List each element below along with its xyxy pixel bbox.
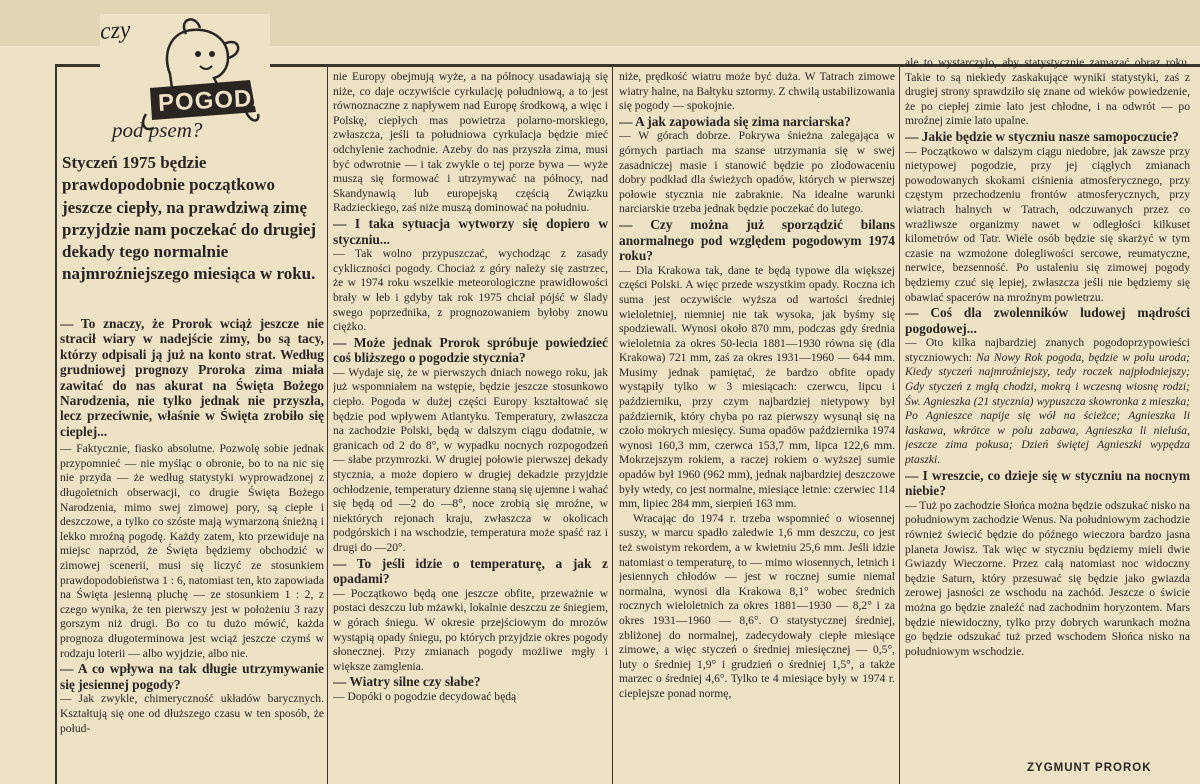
pogoda-logo [100,14,270,144]
question-1: — Jakie będzie w styczniu nasze samopoczucie? [905,128,1179,144]
answer-3: — Tuż po zachodzie Słońca można będzie odszukać nisko na południowym zachodzie Wenus. Na południowym zachodzie również świecić będzie do późnego wieczora bardzo jasna planeta Jowisz. Tak więc w styczniu będziemy mieli dwie Gwiazdy Wieczorne. Przez całą natomiast noc widoczny będzie Saturn, który przesuwać się będzie jako gwiazda zerowej jasności ze wschodu na zachód. Jeszcze o świcie można go będzie znaleźć nad zachodnim horyzontem. Mars będzie niewidoczny, tylko przy dobrych warunkach można go będzie odszukać tuż przed wschodem Słońca nisko na południowym wschodzie. [905,498,1190,658]
answer-4: — Dopóki o pogodzie decydować będą [333,689,517,703]
question-4: — Wiatry silne czy słabe? [333,674,481,690]
logo-top-text: czy [99,16,132,46]
answer-1: — W górach dobrze. Pokrywa śnieżna zalegająca w górnych partiach ma szanse utrzymania się w swej zasadniczej masie i stanowić będzie po zlodowaceniu dobry podkład dla świeżych opadów, których w pierwszej połowie stycznia nie zabraknie. Na idealne warunki narciarskie trzeba jednak będzie poczekać do lutego. [619,129,895,216]
left-frame-rule [55,64,57,784]
question-2: — Może jednak Prorok spróbuje powiedzieć coś bliższego o pogodzie stycznia? [333,334,608,366]
answer-3: Wracając do 1974 r. trzeba wspomnieć o wiosennej suszy, w marcu spadło zaledwie 1,6 mm deszczu, co jest też swoistym rekordem, a w kwietniu 25,6 mm. Jeśli idzie natomiast o temperaturę, to — mimo wiosennych, letnich i jesiennych chłodów — jest w rocznej sumie niemal normalna, wynosi dla Krakowa 8,1° wobec średnich rocznych wieloletnich za okres 1881—1930 — 8,2° i za okres 1931—1960 — 8,6°. O statystycznej średniej, zbliżonej do normalnej, zadecydowały ciepłe miesiące zimowe, a więc styczeń o średniej miesięcznej — 0,5°, luty o średniej 1,9° i grudzień o średniej 1,5°, a także marzec o średniej 4,6°. Tylko te 4 miesiące były w 1974 r. cieplejsze ponad normę, [619,511,895,700]
question-1: — I taka sytuacja wytworzy się dopiero w styczniu... [333,215,608,247]
answer-2 [905,336,1190,467]
question-2: — Czy można już sporządzić bilans anormalnego pod względem pogodowym 1974 roku? [619,216,895,264]
answer-0: ale to wystarczyło, aby statystycznie zamazać obraz roku. Takie to są niekiedy zaskakujące wyniki statystyki, zaś z drugiej strony sprawdziło się znane od wieków powiedzenie, że po ciepłej zimie lato jest chłodne, i na odwrót — po mroźnej zimie lato upalne. [905,56,1190,128]
answer-2: — Wydaje się, że w pierwszych dniach nowego roku, jak już wspomniałem na wstępie, będzie jeszcze stosunkowo ciepło. Pogoda w dużej części Europy kształtować się będzie pod wpływem Atlantyku. Temperatury, zwłaszcza na zachodzie Polski, będą w dalszym ciągu dodatnie, w granicach od 2 do 8°, w wypadku nocnych rozpogodzeń — słabe przymrozki. W drugiej połowie pierwszej dekady stycznia, a może dopiero w drugiej dekadzie przyjdzie ochłodzenie, temperatury dzienne staną się ujemne i wahać się będą od —2 do —8°, noce zrobią się mroźne, w niektórych rejonach kraju, zwłaszcza w okolicach podgórskich i na wschodzie, temperatura może spaść raz i drugi do —20°. [333,365,608,554]
question-1: — To znaczy, że Prorok wciąż jeszcze nie stracił wiary w nadejście zimy, bo są tacy, którzy odpisali ją już na konto strat. Według grudniowej prognozy Proroka zima miała zawitać do nas akurat na Święta Bożego Narodzenia, nie tylko jednak nie przyszła, lecz przeciwnie, właśnie w Święta zrobiło się cieplej... [60,316,324,439]
author-signature: ZYGMUNT PROROK [1027,762,1152,774]
answer-0: nie Europy obejmują wyże, a na północy usadawiają się niże, co daje oczywiście cyrkulację południową, a to jest równoznaczne z napływem nad Europę środkową, a więc i Polskę, ciepłych mas powietrza polarno-morskiego, zwłaszcza, jeśli ta południowa cyrkulacja będzie mieć odchylenie zachodnie. Azeby do nas przyszła zima, musi być odwrotnie — i tak zwykle o tej porze bywa — wyże muszą się formować i utrzymywać na północy, nad Skandynawią lub europejską częścią Związku Radzieckiego, zaś niże muszą dominować na południu. [333,70,608,215]
question-2: — Coś dla zwolenników ludowej mądrości pogodowej... [905,305,1190,336]
answer-1: — Tak wolno przypuszczać, wychodząc z zasady cykliczności pogody. Chociaż z góry należy się zastrzec, że w 1974 roku wszelkie meteorologiczne prawidłowości brały w łeb i gdyby tak rok 1975 chciał pójść w ślady swego poprzednika, z prognozowaniem byłoby znowu ciężko. [333,247,608,334]
answer-3: — Początkowo będą one jeszcze obfite, przeważnie w postaci deszczu lub mżawki, lokalnie deszczu ze śniegiem, w górach śniegu. W okresie przejściowym do mrozów wystąpią opady śniegu, po których przyjdzie okres pogody słonecznej. Przy zmianach pogody możliwe mgły i większe zamglenia. [333,586,608,673]
answer-2: — Dla Krakowa tak, dane te będą typowe dla większej części Polski. A więc przede wszystkim opady. Roczna ich suma jest oczywiście wyższa od wartości średniej wieloletniej, niemniej nie tak wysoka, jak byśmy się spodziewali. Wynosi około 870 mm, podczas gdy średnia wieloletnia za okres 50-lecia 1881—1930 równa się (dla Krakowa) 721 mm, zaś za okres 1931—1960 — 644 mm. Musimy jednak pamiętać, że bardzo obfite opady wystąpiły tylko w 3 miesiącach: czerwcu, lipcu i październiku, przy czym najbardziej nietypowy był październik, który chyba po raz pierwszy wysunął się na czoło mokrych miesięcy. Suma opadów października 1974 wynosi 160,3 mm, czerwca 153,7 mm, lipca 122,6 mm. Mokrzejszym rokiem, a raczej rokiem o wyższej sumie opadów był 1960 (962 mm), jednak najbardziej deszczowe były wtedy, co jest normalne, miesiące letnie: czerwiec 114 mm, lipiec 284 mm, sierpień 163 mm. [619,263,895,511]
answer-0: niże, prędkość wiatru może być duża. W Tatrach zimowe wiatry halne, na Bałtyku sztormy. Z chwilą ustabilizowania się pogody — spokojnie. [619,70,895,113]
column-divider-2 [612,66,613,784]
column-4 [905,56,1190,756]
article-lead: Styczeń 1975 będzie prawdopodobnie początkowo jeszcze ciepły, na prawdziwą zimę przyjdzie nam poczekać do drugiej dekady tego normalnie najmroźniejszego miesiąca w roku. [62,153,317,284]
folk-sayings: Na Nowy Rok pogoda, będzie w polu uroda; Kiedy styczeń najmroźniejszy, tedy roczek najpłodniejszy; Gdy styczeń z mgłą chodzi, mokrą i wczesną wiosnę rodzi; Św. Agnieszka (21 stycznia) wypuszcza skowronka z mieszka; Po Agnieszce napije się wół na ścieżce; Agnieszka li łaskawa, wkrótce w polu zabawa, Agnieszka li nieluśa, jeszcze zima pokusa; Dzień świętej Agnieszki wypędza ptaszki. [905,350,1190,467]
logo-main-text: POGODA [157,84,272,117]
column-divider-3 [899,66,900,784]
column-divider-1 [327,66,328,784]
column-1 [60,316,324,784]
answer-1: — Faktycznie, fiasko absolutne. Pozwolę sobie jednak przypomnieć — nie myśląc o obronie, bo to na nic się nie przyda — że według statystyki wyprowadzonej z długoletnich obserwacji, co drugie Święta Bożego Narodzenia, mimo swej zimowej pory, są ciepłe i deszczowe, a tylko co szóste mają wymarzoną śnieżną i lekko mroźną pogodę. Każdy zatem, kto przewiduje na miejsc naprzód, że Święta będziemy obchodzić w zimowej scenerii, musi się liczyć ze stosunkiem prawdopodobieństwa 1 : 6, natomiast ten, kto zapowiada na Święta jesienną pluchę — ze stosunkiem 1 : 2, z czego wynika, że ten pierwszy jest w położeniu 3 razy gorszym niż drugi. Bo co tu dużo mówić, każda prognoza długoterminowa jest wciąż jeszcze czymś w rodzaju loterii — albo wyjdzie, albo nie. [60,442,324,660]
logo-bottom-text: pod psem? [112,118,203,142]
answer-2: — Jak zwykle, chimeryczność układów barycznych. Kształtują się one od dłuższego czasu w ten sposób, że połud- [60,692,324,735]
column-3 [619,70,895,784]
column-2 [333,70,608,784]
answer-1: — Początkowo w dalszym ciągu niedobre, jak zawsze przy nietypowej pogodzie, przy jej ciągłych zmianach powodowanych skokami ciśnienia atmosferycznego, przy częstym przechodzeniu frontów atmosferycznych, przy wiatrach halnych w Tatrach, odczuwanych przez co wrażliwsze organizmy nawet w odległości kilkuset kilometrów od Tatr. Wiele osób będzie się skarżyć w tym czasie na wzmożone dolegliwości sercowe, reumatyczne, nerwice, bezsenność. Po ustaleniu się zimowej pogody będziemy czuć się lepiej, zwłaszcza jeśli nie będziemy się obawiać spacerów na mroźnym powietrzu. [905,144,1190,304]
answer-2-intro: — Oto kilka najbardziej znanych pogodoprzypowieści styczniowych: [905,336,1190,364]
question-1: — A jak zapowiada się zima narciarska? [619,113,851,129]
question-2: — A co wpływa na tak długie utrzymywanie się jesiennej pogody? [60,661,324,692]
question-3: — To jeśli idzie o temperaturę, a jak z opadami? [333,555,608,587]
question-3: — I wreszcie, co dzieje się w styczniu na nocnym niebie? [905,467,1190,499]
